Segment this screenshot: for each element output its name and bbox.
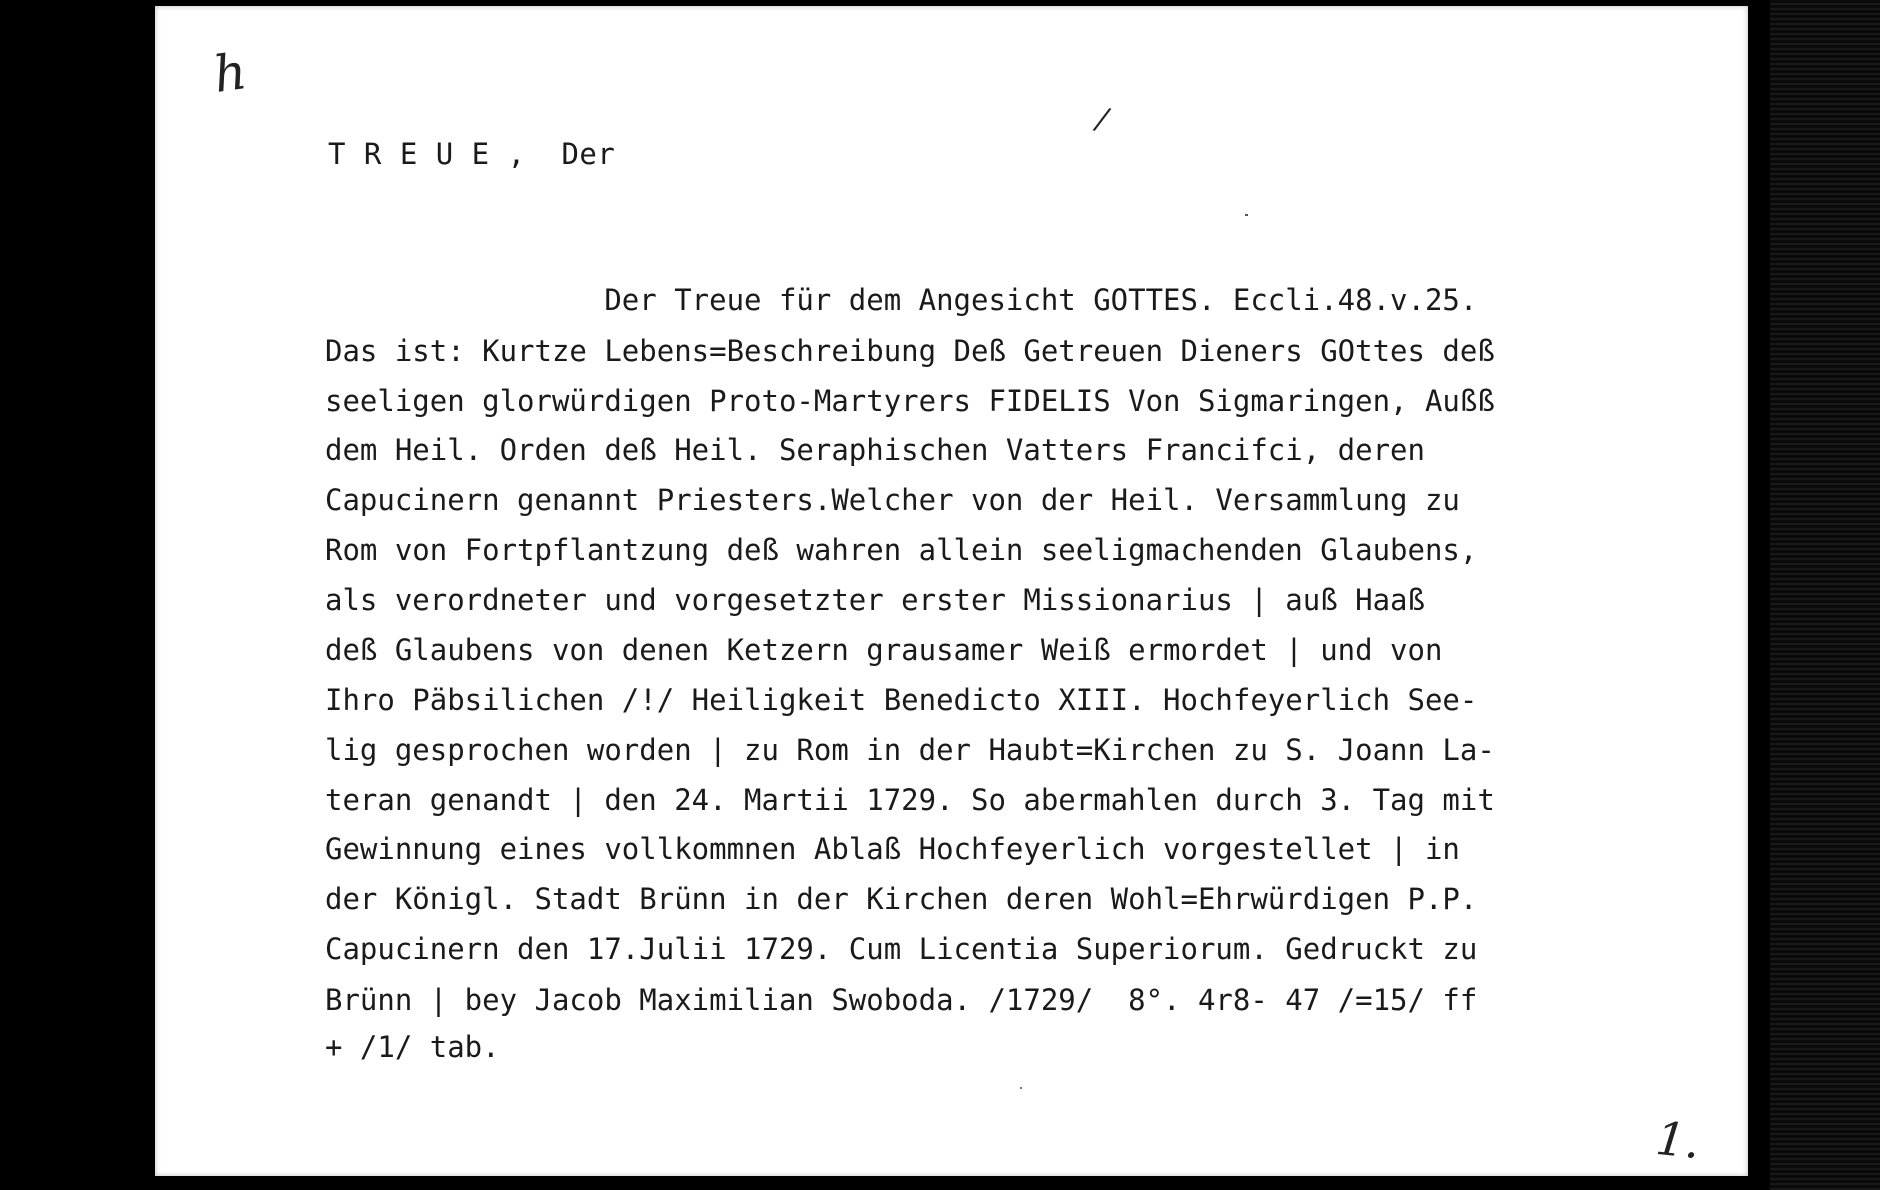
- body-line: Ihro Päbsilichen /!/ Heiligkeit Benedicto XIII. Hochfeyerlich See-: [325, 683, 1478, 717]
- body-line: Der Treue für dem Angesicht GOTTES. Eccli.48.v.25.: [325, 283, 1478, 317]
- body-line: seeligen glorwürdigen Proto-Martyrers FIDELIS Von Sigmaringen, Außß: [325, 384, 1495, 418]
- body-line: + /1/ tab.: [325, 1030, 500, 1064]
- dust-speck: [1020, 1087, 1022, 1089]
- body-line: Capucinern den 17.Julii 1729. Cum Licentia Superiorum. Gedruckt zu: [325, 932, 1478, 966]
- body-line: Rom von Fortpflantzung deß wahren allein seeligmachenden Glaubens,: [325, 533, 1478, 567]
- body-line: als verordneter und vorgesetzter erster Missionarius | auß Haaß: [325, 583, 1425, 617]
- body-line: Capucinern genannt Priesters.Welcher von der Heil. Versammlung zu: [325, 483, 1460, 517]
- handwritten-mark-top-left: h: [210, 42, 251, 104]
- handwritten-mark-top-center: /: [1094, 101, 1111, 138]
- body-line: deß Glaubens von denen Ketzern grausamer Weiß ermordet | und von: [325, 633, 1443, 667]
- body-line: teran genandt | den 24. Martii 1729. So abermahlen durch 3. Tag mit: [325, 783, 1495, 817]
- body-line: lig gesprochen worden | zu Rom in der Haubt=Kirchen zu S. Joann La-: [325, 733, 1495, 767]
- body-line: Gewinnung eines vollkommnen Ablaß Hochfeyerlich vorgestellet | in: [325, 832, 1460, 866]
- body-line: dem Heil. Orden deß Heil. Seraphischen Vatters Francifci, deren: [325, 433, 1425, 467]
- handwritten-mark-bottom-right: 1.: [1653, 1110, 1703, 1170]
- body-line: der Königl. Stadt Brünn in der Kirchen deren Wohl=Ehrwürdigen P.P.: [325, 882, 1478, 916]
- card-heading: T R E U E , Der: [328, 137, 616, 171]
- body-line: Das ist: Kurtze Lebens=Beschreibung Deß Getreuen Dieners GOttes deß: [325, 334, 1495, 368]
- film-edge-strip: [1770, 0, 1880, 1190]
- body-line: Brünn | bey Jacob Maximilian Swoboda. /1729/ 8°. 4r8- 47 /=15/ ff: [325, 983, 1478, 1017]
- dust-speck: [1245, 214, 1248, 216]
